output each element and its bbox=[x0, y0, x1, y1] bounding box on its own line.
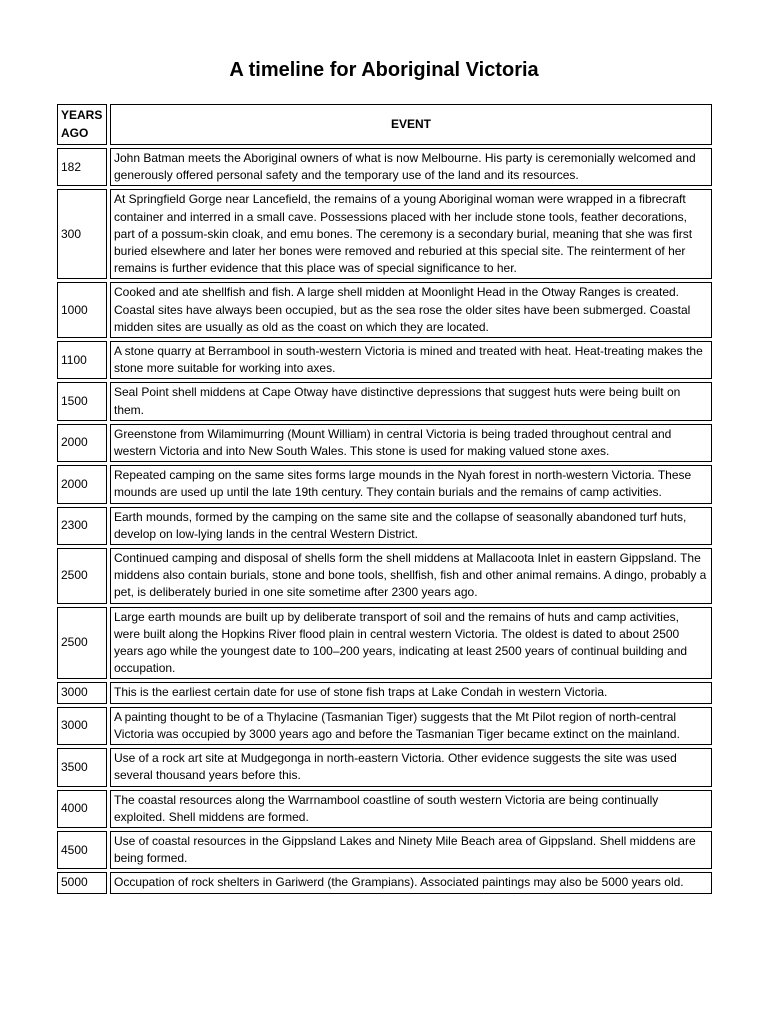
table-row bbox=[57, 382, 712, 420]
years-ago-cell: 3500 bbox=[57, 748, 107, 786]
event-cell: Seal Point shell middens at Cape Otway have distinctive depressions that suggest huts were being built on them. bbox=[110, 382, 712, 420]
table-row bbox=[57, 831, 712, 869]
table-row bbox=[57, 872, 712, 893]
years-ago-cell: 1000 bbox=[57, 282, 107, 338]
event-cell: A painting thought to be of a Thylacine (Tasmanian Tiger) suggests that the Mt Pilot region of north-central Victoria was occupied by 3000 years ago and before the Tasmanian Tiger became extinct on the mainland. bbox=[110, 707, 712, 745]
table-row bbox=[57, 548, 712, 604]
event-header: EVENT bbox=[110, 104, 712, 145]
table-row bbox=[57, 424, 712, 462]
event-cell: Cooked and ate shellfish and fish. A large shell midden at Moonlight Head in the Otway Ranges is created. Coastal sites have always been occupied, but as the sea rose the older sites have been submerged. Coastal midden sites are usually as old as the coast on which they are located. bbox=[110, 282, 712, 338]
page-title: A timeline for Aboriginal Victoria bbox=[229, 59, 539, 81]
event-cell: Continued camping and disposal of shells form the shell middens at Mallacoota Inlet in eastern Gippsland. The middens also contain burials, stone and bone tools, shellfish, fish and other animal remains. A dingo, probably a pet, is deliberately buried in one site sometime after 2300 years ago. bbox=[110, 548, 712, 604]
years-ago-cell: 4500 bbox=[57, 831, 107, 869]
table-header-row bbox=[57, 104, 712, 145]
years-ago-cell: 2500 bbox=[57, 548, 107, 604]
table-row bbox=[57, 148, 712, 186]
event-cell: Occupation of rock shelters in Gariwerd (the Grampians). Associated paintings may also be 5000 years old. bbox=[110, 872, 712, 893]
years-ago-cell: 3000 bbox=[57, 707, 107, 745]
table-row bbox=[57, 465, 712, 503]
event-cell: John Batman meets the Aboriginal owners of what is now Melbourne. His party is ceremonially welcomed and generously offered personal safety and the temporary use of the land and its resources. bbox=[110, 148, 712, 186]
years-ago-cell: 1100 bbox=[57, 341, 107, 379]
years-ago-cell: 182 bbox=[57, 148, 107, 186]
event-cell: At Springfield Gorge near Lancefield, the remains of a young Aboriginal woman were wrapped in a fibrecraft container and interred in a small cave. Possessions placed with her include stone tools, feather decorations, part of a possum-skin cloak, and emu bones. The ceremony is a secondary burial, meaning that she was first buried elsewhere and later her bones were removed and reburied at this special site. The reinterment of her remains is further evidence that this place was of special significance to her. bbox=[110, 189, 712, 279]
years-ago-cell: 3000 bbox=[57, 682, 107, 703]
table-row bbox=[57, 748, 712, 786]
event-cell: The coastal resources along the Warrnambool coastline of south western Victoria are being continually exploited. Shell middens are formed. bbox=[110, 790, 712, 828]
event-cell: Use of coastal resources in the Gippsland Lakes and Ninety Mile Beach area of Gippsland. Shell middens are being formed. bbox=[110, 831, 712, 869]
years-ago-cell: 1500 bbox=[57, 382, 107, 420]
table-row bbox=[57, 507, 712, 545]
years-ago-cell: 2000 bbox=[57, 465, 107, 503]
table-row bbox=[57, 682, 712, 703]
timeline-table bbox=[57, 101, 712, 897]
table-row bbox=[57, 282, 712, 338]
event-cell: Earth mounds, formed by the camping on the same site and the collapse of seasonally abandoned turf huts, develop on low-lying lands in the central Western District. bbox=[110, 507, 712, 545]
event-cell: Use of a rock art site at Mudgegonga in north-eastern Victoria. Other evidence suggests the site was used several thousand years before this. bbox=[110, 748, 712, 786]
years-ago-cell: 2300 bbox=[57, 507, 107, 545]
years-ago-cell: 4000 bbox=[57, 790, 107, 828]
event-cell: Repeated camping on the same sites forms large mounds in the Nyah forest in north-western Victoria. These mounds are used up until the late 19th century. They contain burials and the remains of camp activities. bbox=[110, 465, 712, 503]
table-row bbox=[57, 607, 712, 680]
timeline-table-body bbox=[57, 104, 712, 894]
event-cell: This is the earliest certain date for use of stone fish traps at Lake Condah in western Victoria. bbox=[110, 682, 712, 703]
table-row bbox=[57, 341, 712, 379]
years-ago-cell: 2000 bbox=[57, 424, 107, 462]
years-ago-cell: 300 bbox=[57, 189, 107, 279]
table-row bbox=[57, 189, 712, 279]
event-cell: A stone quarry at Berrambool in south-western Victoria is mined and treated with heat. Heat-treating makes the stone more suitable for working into axes. bbox=[110, 341, 712, 379]
years-ago-cell: 5000 bbox=[57, 872, 107, 893]
years-ago-cell: 2500 bbox=[57, 607, 107, 680]
years-ago-header: YEARS AGO bbox=[57, 104, 107, 145]
event-cell: Large earth mounds are built up by deliberate transport of soil and the remains of huts and camp activities, were built along the Hopkins River flood plain in central western Victoria. The oldest is dated to about 2500 years ago while the youngest date to 100–200 years, indicating at least 2500 years of continual building and occupation. bbox=[110, 607, 712, 680]
event-cell: Greenstone from Wilamimurring (Mount William) in central Victoria is being traded throughout central and western Victoria and into New South Wales. This stone is used for making valued stone axes. bbox=[110, 424, 712, 462]
table-row bbox=[57, 790, 712, 828]
table-row bbox=[57, 707, 712, 745]
